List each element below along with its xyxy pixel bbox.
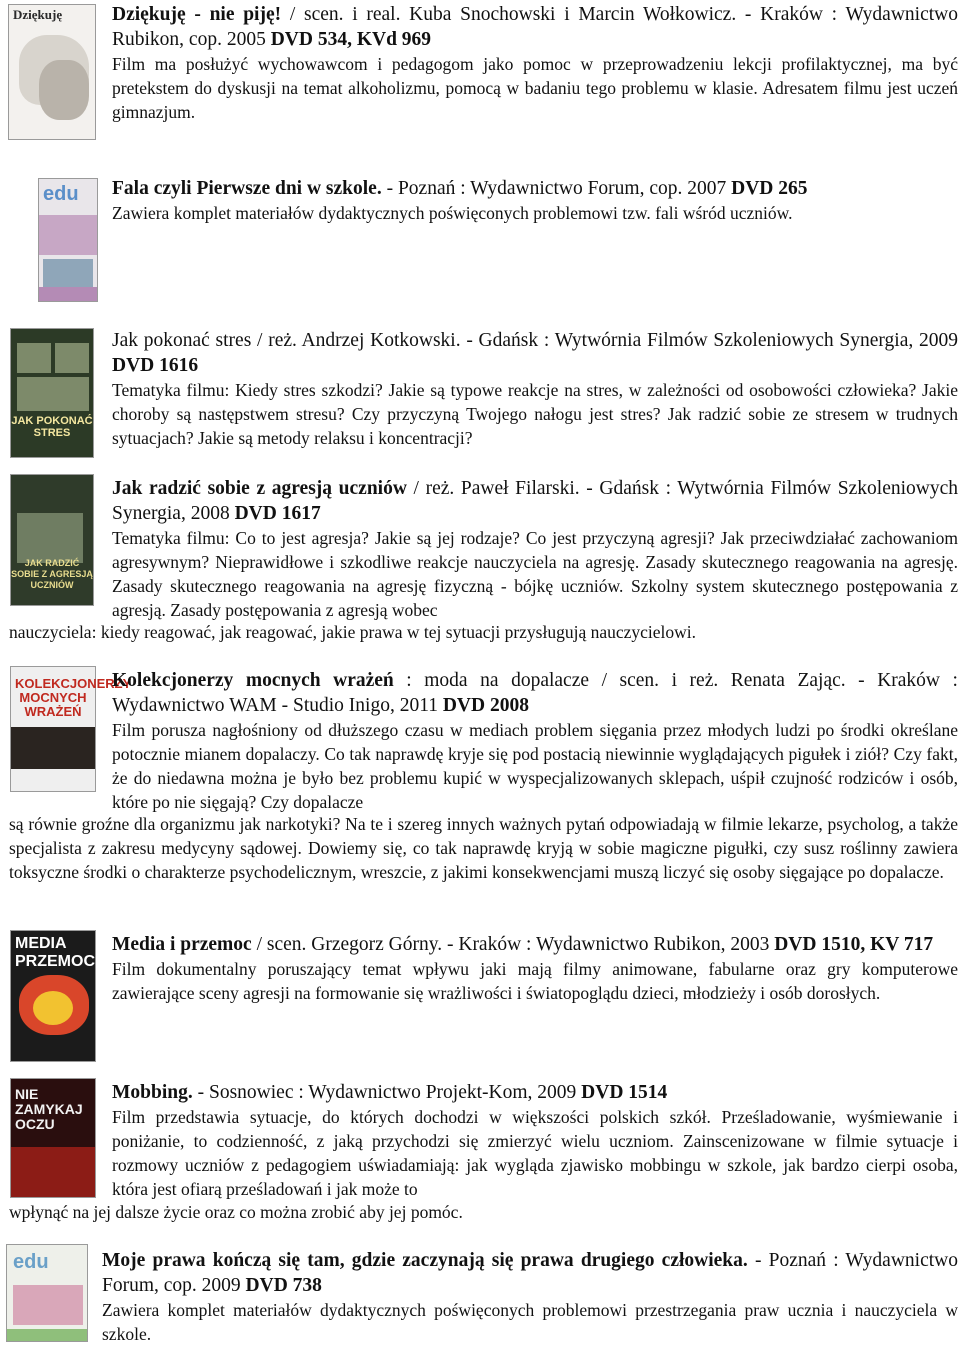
entry-shelf-code: DVD 738 [245, 1275, 322, 1296]
entry-text [112, 476, 958, 622]
entry-heading [112, 668, 958, 718]
entry-shelf-code: DVD 1617 [234, 503, 321, 524]
cover-title: KOLEKCJONERZY MOCNYCH WRAŻEŃ [15, 676, 132, 719]
entry-heading [112, 476, 958, 526]
entry-title: Kolekcjonerzy mocnych wrażeń [112, 670, 394, 691]
entry-heading [112, 176, 958, 201]
entry-publication: / scen. Grzegorz Górny. - Kraków : Wydawnictwo Rubikon, 2003 [251, 934, 775, 955]
entry-description: Film przedstawia sytuacje, do których dochodzi w większości polskich szkół. Prześladowanie, wyśmiewanie i poniżanie, to codzienność, z jaką przychodzi się zmierzyć wielu uczniom. Zainscenizowane w filmie sytuacje i rozmowy uczniów z pedagogiem uświadamiają: jak wygląda zjawisko mobbingu w szkole, jak bardzo cierpi osoba, która jest ofiarą prześladowań i jak może to [112, 1107, 958, 1199]
entry-shelf-code: DVD 1514 [581, 1082, 668, 1103]
entry-publication: - Poznań : Wydawnictwo Forum, cop. 2007 [381, 178, 732, 199]
entry-heading [112, 2, 958, 52]
entry-description-continued: są równie groźne dla organizmu jak narkotyki? Na te i szereg innych ważnych pytań odpowiadają w filmie lekarze, psycholog, a także specjalista z zakresu medycyny sądowej. Dowiemy się, co tak naprawdę kryją w sobie magiczne pigułki, czy susz roślinny zawiera toksyczne środki o charakterze psychodelicznym, wreszcie, z jakimi konsekwencjami muszą liczyć się osoby sięgające po dopalacze. [9, 814, 958, 882]
entry-heading [112, 328, 958, 378]
entry-text [112, 668, 958, 814]
cover-illustration [33, 991, 73, 1025]
entry-description-continued: wpłynąć na jej dalsze życie oraz co można zrobić aby jej pomóc. [9, 1202, 463, 1222]
cover-illustration [13, 1285, 83, 1325]
entry-description: Tematyka filmu: Co to jest agresja? Jakie są jej rodzaje? Co jest przyczyną agresji? Jak przeciwdziałać zachowaniom agresywnym? Nieprawidłowe i szkodliwe reakcje nauczyciela na agresję. Zasady skutecznego reagowania na agresję. Zasady skutecznego reagowania na agresję fizyczną - bójkę uczniów. Szkolny system skutecznego postępowania z agresją. Zasady postępowania z agresją wobec [112, 528, 958, 620]
entry-title: Moje prawa kończą się tam, gdzie zaczynają się prawa drugiego człowieka. [102, 1250, 748, 1271]
cover-illustration [17, 343, 51, 373]
entry-publication: / reż. Andrzej Kotkowski. - Gdańsk : Wytwórnia Filmów Szkoleniowych Synergia, 2009 [251, 330, 958, 351]
dziekuje-nie-pije-cover [8, 4, 96, 140]
kolekcjonerzy-mocnych-wrazen-cover [10, 666, 132, 792]
entry-description: Film dokumentalny poruszający temat wpływu jaki mają filmy animowane, fabularne oraz gry komputerowe zawierające sceny agresji na formowanie się wrażliwości i światopoglądu dzieci, młodzieży i osób dorosłych. [112, 959, 958, 1003]
entry-title: Jak pokonać stres [112, 330, 252, 351]
cover-illustration [55, 343, 89, 373]
entry-shelf-code: DVD 2008 [442, 695, 529, 716]
media-i-przemoc-cover [10, 930, 96, 1062]
cover-logo: edu [13, 1251, 49, 1273]
entry-publication: / reż. Paweł Filarski. - Gdańsk : Wytwórnia Filmów Szkoleniowych Synergia, 2008 [112, 478, 958, 524]
entry-publication: - Poznań : Wydawnictwo Forum, cop. 2009 [102, 1250, 958, 1296]
jak-radzic-sobie-z-agresja-cover [10, 474, 94, 606]
entry-title: Jak radzić sobie z agresją uczniów [112, 478, 407, 499]
moje-prawa-cover [6, 1244, 88, 1342]
entry-heading [102, 1248, 958, 1298]
cover-illustration [17, 377, 89, 411]
entry-shelf-code: DVD 1616 [112, 355, 199, 376]
entry-description-continued: nauczyciela: kiedy reagować, jak reagować, jakie prawa w tej sytuacji przysługują nauczycielowi. [9, 622, 697, 642]
cover-logo: edu [43, 183, 79, 205]
entry-description: Film porusza nagłośniony od dłuższego czasu w mediach problem sięgania przez młodych ludzi po środki określane potocznie mianem dopalaczy. Co tak naprawdę kryje się pod postacią niewinnie wyglądających pigułek i ziół? Czy fakt, że do niedawna można je było bez problemu kupić w wyspecjalizowanych sklepach, uśpił czujność rodziców i osób, które po nie sięgają? Czy dopalacze [112, 720, 958, 812]
entry-description: Zawiera komplet materiałów dydaktycznych poświęconych problemowi przestrzegania praw ucznia i nauczyciela w szkole. [102, 1300, 958, 1344]
entry-text [102, 1248, 958, 1346]
cover-illustration [11, 1147, 95, 1197]
entry-text [112, 2, 958, 124]
fala-czyli-pierwsze-dni-cover [38, 178, 98, 302]
entry-heading [112, 1080, 958, 1105]
entry-description: Tematyka filmu: Kiedy stres szkodzi? Jakie są typowe reakcje na stres, w zależności od osobowości człowieka? Jakie choroby są następstwem stresu? Czy przyczyną Twojego nałogu jest stres? Jak radzić sobie ze stresem w trudnych sytuacjach? Jakie są metody relaksu i koncentracji? [112, 380, 958, 448]
cover-illustration [39, 60, 89, 120]
entry-shelf-code: DVD 534, KVd 969 [270, 29, 432, 50]
mobbing-cover [10, 1078, 96, 1198]
entry-shelf-code: DVD 1510, KV 717 [774, 934, 934, 955]
cover-band [39, 215, 97, 255]
entry-publication: - Sosnowiec : Wydawnictwo Projekt-Kom, 2009 [192, 1082, 582, 1103]
entry-text [112, 932, 958, 1005]
cover-title: JAK RADZIĆ SOBIE Z AGRESJĄ UCZNIÓW [11, 558, 93, 590]
cover-title: MEDIA PRZEMOC [15, 935, 95, 970]
cover-band [39, 287, 97, 301]
cover-band [7, 1329, 87, 1341]
entry-description: Zawiera komplet materiałów dydaktycznych poświęconych problemowi tzw. fali wśród uczniów. [112, 203, 793, 223]
cover-illustration [17, 513, 83, 563]
jak-pokonac-stres-cover [10, 328, 94, 458]
cover-illustration [11, 727, 95, 769]
entry-title: Dziękuję - nie piję! [112, 4, 282, 25]
entry-text [112, 176, 958, 225]
entry-text [112, 1080, 958, 1201]
entry-publication: / scen. i real. Kuba Snochowski i Marcin Wołkowicz. - Kraków : Wydawnictwo Rubikon, cop. 2005 [112, 4, 958, 50]
entry-publication: : moda na dopalacze / scen. i reż. Renata Zając. - Kraków : Wydawnictwo WAM - Studio Inigo, 2011 [112, 670, 958, 716]
entry-shelf-code: DVD 265 [731, 178, 808, 199]
entry-title: Mobbing. [112, 1082, 193, 1103]
cover-title: Dziękuję [13, 7, 63, 22]
entry-title: Fala czyli Pierwsze dni w szkole. [112, 178, 382, 199]
cover-title: NIE ZAMYKAJ OCZU [15, 1086, 83, 1132]
entry-text [112, 328, 958, 450]
entry-description: Film ma posłużyć wychowawcom i pedagogom jako pomoc w przeprowadzeniu lekcji profilaktycznej, ma być pretekstem do dyskusji na temat alkoholizmu, pomocą w badaniu tego problemu w klasie. Adresatem filmu jest uczeń gimnazjum. [112, 54, 958, 122]
entry-heading [112, 932, 958, 957]
cover-title: JAK POKONAĆ STRES [11, 415, 93, 439]
entry-title: Media i przemoc [112, 934, 252, 955]
